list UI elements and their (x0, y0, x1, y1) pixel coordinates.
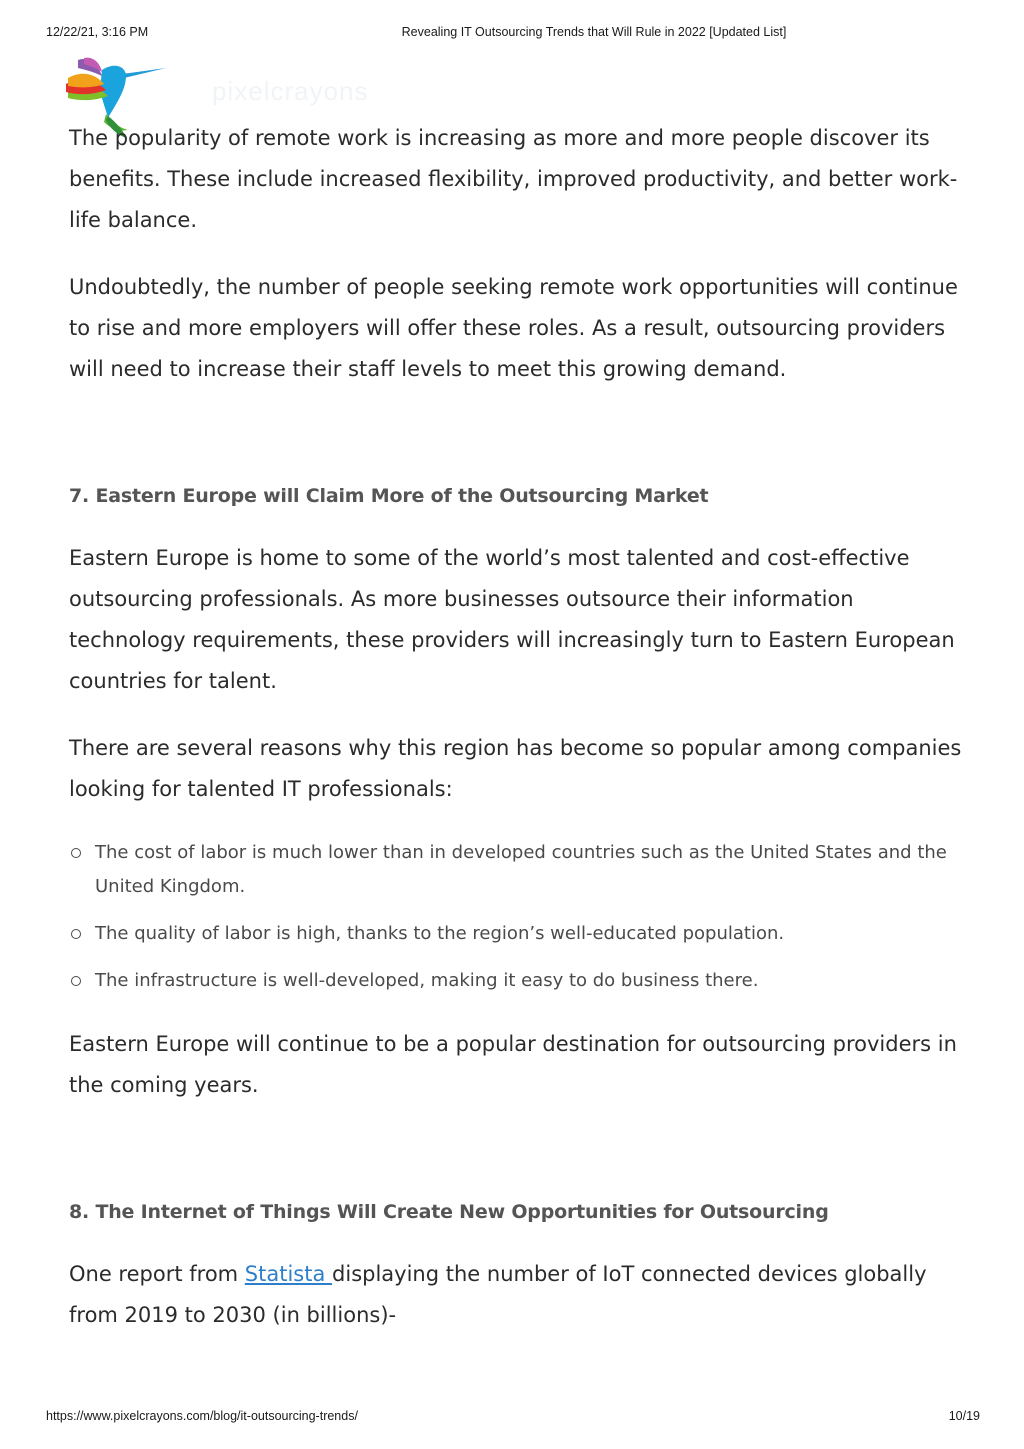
article-content (69, 118, 964, 1362)
section-7-heading: 7. Eastern Europe will Claim More of the Outsourcing Market (69, 485, 709, 507)
bullet-circle-icon (71, 976, 81, 986)
paragraph-eastern-europe-closing: Eastern Europe will continue to be a popular destination for outsourcing providers in the coming years. (69, 1032, 957, 1097)
print-datetime: 12/22/21, 3:16 PM (46, 25, 149, 39)
paragraph-statista-report (69, 1254, 964, 1336)
print-url: https://www.pixelcrayons.com/blog/it-outsourcing-trends/ (46, 1409, 358, 1423)
list-item-text: The infrastructure is well-developed, making it easy to do business there. (95, 970, 759, 991)
paragraph-remote-work-demand: Undoubtedly, the number of people seeking remote work opportunities will continue to rise and more employers will offer these roles. As a result, outsourcing providers will need to increase their staff levels to meet this growing demand. (69, 275, 958, 381)
print-header (0, 25, 1024, 43)
print-page-title: Revealing IT Outsourcing Trends that Will Rule in 2022 [Updated List] (401, 25, 787, 39)
statista-link[interactable]: Statista (244, 1262, 333, 1286)
bullet-circle-icon (71, 848, 81, 858)
paragraph-eastern-europe-talent: Eastern Europe is home to some of the world’s most talented and cost-effective outsourcing professionals. As more businesses outsource their information technology requirements, these providers will increasingly turn to Eastern European countries for talent. (69, 546, 955, 693)
list-item (69, 917, 964, 951)
reasons-list (69, 836, 964, 998)
list-item-text: The cost of labor is much lower than in developed countries such as the United States and the United Kingdom. (95, 842, 947, 897)
section-8-heading: 8. The Internet of Things Will Create New Opportunities for Outsourcing (69, 1201, 829, 1223)
list-item (69, 964, 964, 998)
bullet-circle-icon (71, 929, 81, 939)
list-item (69, 836, 964, 904)
print-page-number: 10/19 (948, 1409, 980, 1423)
statista-lead-text: One report from (69, 1262, 245, 1286)
print-footer (0, 1409, 1024, 1427)
statista-trailing-text: displaying the number of IoT connected devices globally from 2019 to 2030 (in billions)- (69, 1262, 927, 1327)
paragraph-eastern-europe-reasons: There are several reasons why this region has become so popular among companies looking for talented IT professionals: (69, 736, 962, 801)
logo-wordmark: pixelcrayons (212, 76, 369, 106)
list-item-text: The quality of labor is high, thanks to the region’s well-educated population. (95, 923, 785, 944)
paragraph-remote-work-benefits: The popularity of remote work is increasing as more and more people discover its benefits. These include increased flexibility, improved productivity, and better work-life balance. (69, 126, 958, 232)
